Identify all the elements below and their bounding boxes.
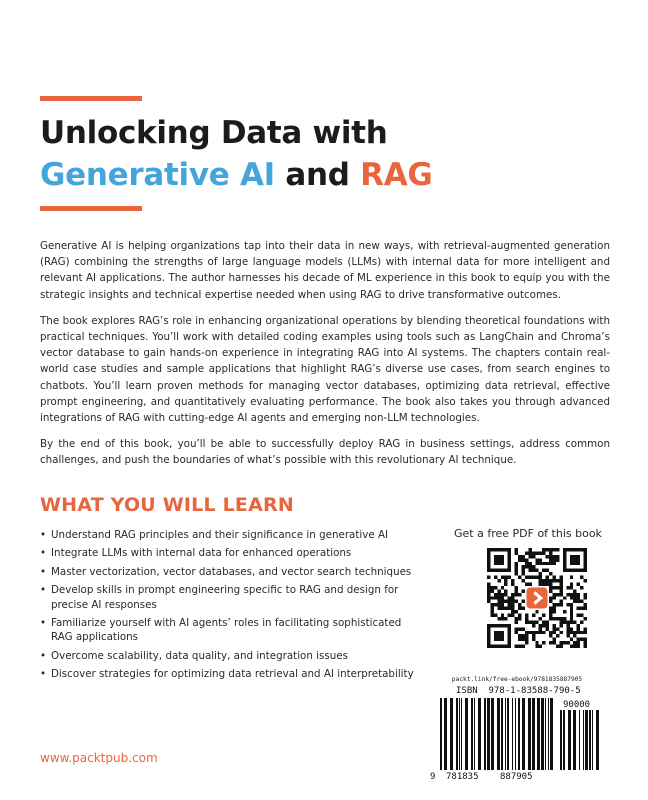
barcode-bar [507,698,509,770]
price-code: 90000 [563,700,591,710]
learn-item: • Discover strategies for optimizing data retrieval and AI interpretability [40,667,425,681]
barcode-bar [471,698,473,770]
free-pdf-label: Get a free PDF of this book [454,527,602,540]
title-rag: RAG [360,157,433,193]
ean-digit-first: 9 [430,772,436,782]
barcode-bar [484,698,486,770]
book-description [40,238,610,479]
barcode-bar [585,710,588,770]
barcode-bar [548,698,549,770]
barcode-bar [522,698,525,770]
barcode-bar [440,698,442,770]
barcode-bar [501,698,503,770]
barcode-bar [541,698,544,770]
top-accent-rule [40,96,142,101]
ean-barcode [440,698,556,770]
isbn-label: ISBN 978-1-83588-790-5 [456,686,581,696]
barcode-bar [528,698,531,770]
barcode-bar [550,698,553,770]
learn-item: • Master vectorization, vector databases, and vector search techniques [40,565,425,579]
barcode-bar [583,710,584,770]
learn-item: • Develop skills in prompt engineering specific to RAG and design for precise AI responses [40,583,425,612]
description-paragraph-1: Generative AI is helping organizations tap into their data in new ways, with retrieval-augmented generation (RAG) combining the strengths of large language models (LLMs) with internal data for more intelligent and relevant AI applications. The author harnesses his decade of ML experience in this book to equip you with the strategic insights and technical expertise needed when using RAG to drive transformative outcomes. [40,240,610,301]
title-line-2 [40,157,433,193]
finder-pattern-tr [563,548,587,572]
barcode-bar [515,698,516,770]
finder-pattern-tl [487,548,511,572]
barcode-bar [532,698,535,770]
description-paragraph-2: The book explores RAG’s role in enhancing organizational operations by blending theoretical foundations with practical techniques. You’ll work with detailed coding examples using tools such as LangChain and Chroma’s vector database to gain hands-on experience in integrating RAG into AI systems. The chapters contain real-world case studies and sample applications that highlight RAG’s diverse use cases, from search engines to chatbots. You’ll learn proven methods for managing vector databases, optimizing data retrieval, effective prompt engineering, and quantitatively evaluating performance. The book also takes you through advanced integrations of RAG with cutting-edge AI agents and emerging non-LLM technologies. [40,314,610,425]
ean-digits-right: 887905 [500,772,533,782]
barcode-bar [545,698,546,770]
barcode-bar [461,698,462,770]
learn-heading: WHAT YOU WILL LEARN [40,494,294,516]
barcode-bar [573,710,576,770]
barcode-bar [518,698,520,770]
free-ebook-link[interactable]: packt.link/free-ebook/9781835887905 [451,676,583,683]
barcode-bar [491,698,494,770]
barcode-bar [596,710,599,770]
finder-pattern-bl [487,624,511,648]
learn-item: • Overcome scalability, data quality, and integration issues [40,649,425,663]
learn-list [40,528,425,686]
packt-logo-icon [525,586,549,610]
title-generative-ai: Generative AI [40,157,275,193]
barcode-bar [478,698,481,770]
learn-item: • Familiarize yourself with AI agents’ roles in facilitating sophisticated RAG applications [40,616,425,645]
qr-code-icon[interactable] [487,548,587,648]
barcode-bar [444,698,447,770]
barcode-bar [505,698,506,770]
barcode-bar [589,710,591,770]
barcode-bar [497,698,500,770]
title-and: and [285,157,350,193]
website-link[interactable]: www.packtpub.com [40,751,158,765]
ean-digits-left: 781835 [446,772,479,782]
learn-item: • Understand RAG principles and their significance in generative AI [40,528,425,542]
book-title [40,112,433,196]
barcode-bar [450,698,453,770]
barcode-bar [487,698,490,770]
barcode-bar [459,698,460,770]
title-line-1: Unlocking Data with [40,115,388,151]
barcode-bar [512,698,513,770]
barcode-bar [592,710,593,770]
barcode-bar [579,710,580,770]
learn-item: • Integrate LLMs with internal data for enhanced operations [40,546,425,560]
price-barcode [560,710,600,770]
barcode-bar [560,710,562,770]
barcode-bar [568,710,571,770]
barcode-bar [474,698,475,770]
barcode-bar [456,698,458,770]
bottom-accent-rule [40,206,142,211]
description-paragraph-3: By the end of this book, you’ll be able to successfully deploy RAG in business settings, address common challenges, and push the boundaries of what’s possible with this revolutionary AI technique. [40,438,610,467]
barcode-bar [537,698,540,770]
barcode-bar [563,710,565,770]
barcode-bar [465,698,468,770]
